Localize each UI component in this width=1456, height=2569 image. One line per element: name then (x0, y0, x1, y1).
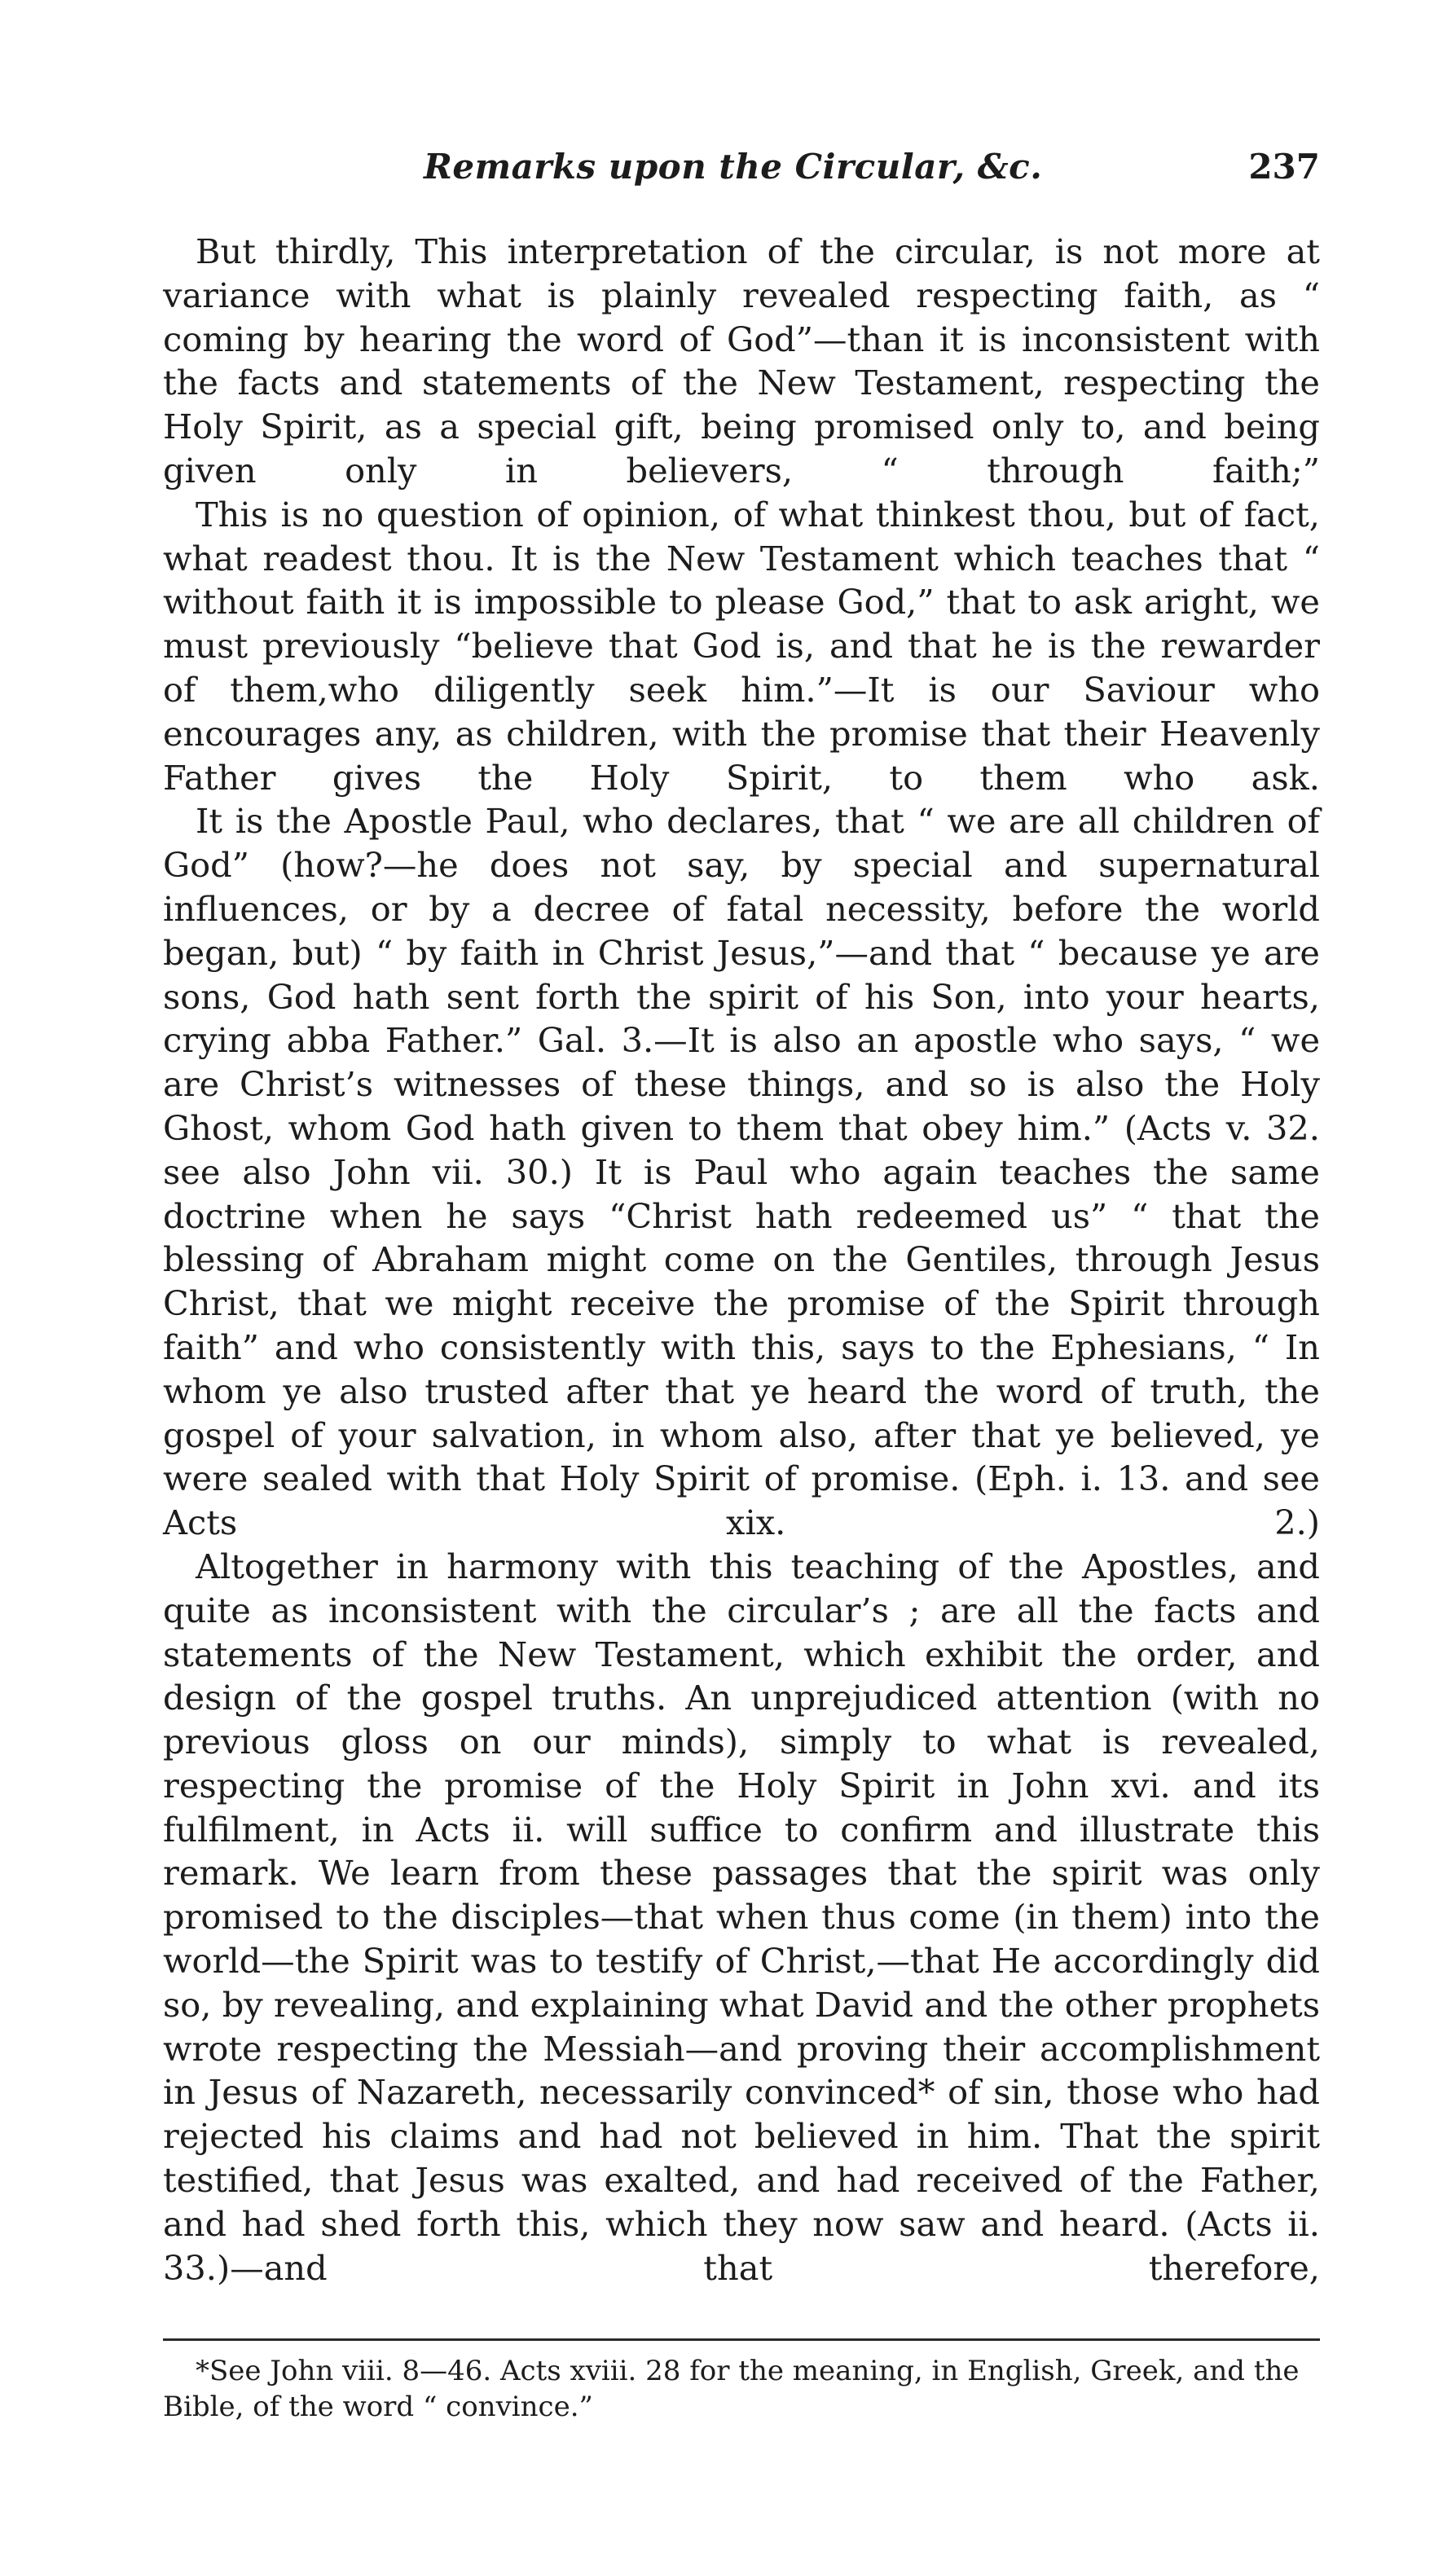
paragraph-2: This is no question of opinion, of what thinkest thou, but of fact, what readest thou. It is the New Testament which teaches that “ without faith it is impossible to please God,” that to ask aright, we must previously “believe that God is, and that he is the rewarder of them,who diligently seek him.”—It is our Saviour who encourages any, as children, with the promise that their Heavenly Father gives the Holy Spirit, to them who ask. (163, 494, 1320, 798)
running-title: Remarks upon the Circular, &c. (424, 147, 1043, 187)
paragraph-1: But thirdly, This interpretation of the circular, is not more at variance with what is plainly revealed respecting faith, as “ coming by hearing the word of God”—than it is inconsistent with the facts and statements of the New Testament, respecting the Holy Spirit, as a special gift, being promised only to, and being given only in believers, “ through faith;” (163, 231, 1320, 490)
paragraph-4: Altogether in harmony with this teaching of the Apostles, and quite as inconsistent with the circular’s ; are all the facts and statements of the New Testament, which exhibit the order, and design of the gospel truths. An unprejudiced attention (with no previous gloss on our minds), simply to what is revealed, respecting the promise of the Holy Spirit in John xvi. and its fulfilment, in Acts ii. will suffice to confirm and illustrate this remark. We learn from these passages that the spirit was only promised to the disciples—that when thus come (in them) into the world—the Spirit was to testify of Christ,—that He accordingly did so, by revealing, and explaining what David and the other prophets wrote respecting the Messiah—and proving their accomplishment in Jesus of Nazareth, necessarily convinced* of sin, those who had rejected his claims and had not believed in him. That the spirit testified, that Jesus was exalted, and had received of the Father, and had shed forth this, which they now saw and heard. (Acts ii. 33.)—and that therefore, (163, 1546, 1320, 2288)
paragraph-3: It is the Apostle Paul, who declares, that “ we are all children of God” (how?—he does not say, by special and supernatural influences, or by a decree of fatal necessity, before the world began, but) “ by faith in Christ Jesus,”—and that “ because ye are sons, God hath sent forth the spirit of his Son, into your hearts, crying abba Father.” Gal. 3.—It is also an apostle who says, “ we are Christ’s witnesses of these things, and so is also the Holy Ghost, whom God hath given to them that obey him.” (Acts v. 32. see also John vii. 30.) It is Paul who again teaches the same doctrine when he says “Christ hath redeemed us” “ that the blessing of Abraham might come on the Gentiles, through Jesus Christ, that we might receive the promise of the Spirit through faith” and who consistently with this, says to the Ephesians, “ In whom ye also trusted after that ye heard the word of truth, the gospel of your salvation, in whom also, after that ye believed, ye were sealed with that Holy Spirit of promise. (Eph. i. 13. and see Acts xix. 2.) (163, 801, 1320, 1543)
footnote: *See John viii. 8—46. Acts xviii. 28 for the meaning, in English, Greek, and the Bible, of the word “ convince.” (163, 2355, 1300, 2423)
footnote-rule (163, 2338, 1320, 2341)
running-head (163, 147, 1320, 204)
body-text (163, 230, 1320, 2290)
page-number: 237 (1248, 147, 1320, 187)
